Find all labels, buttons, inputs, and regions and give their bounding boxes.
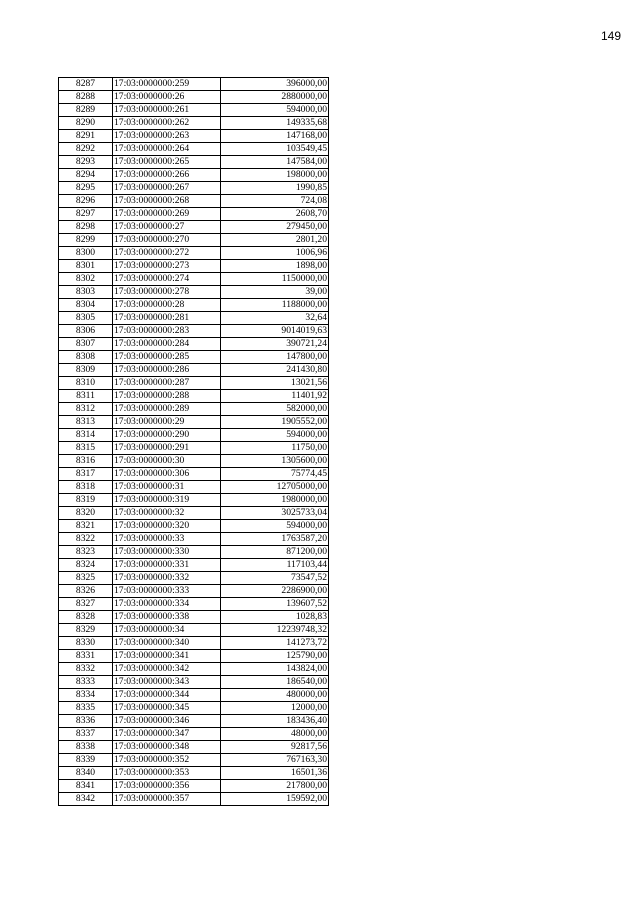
value-cell: 594000,00 (221, 429, 329, 442)
table-row (59, 377, 329, 390)
cadastral-number-cell: 17:03:0000000:341 (113, 650, 221, 663)
table-row (59, 338, 329, 351)
value-cell: 103549,45 (221, 143, 329, 156)
row-number-cell: 8340 (59, 767, 113, 780)
row-number-cell: 8303 (59, 286, 113, 299)
row-number-cell: 8290 (59, 117, 113, 130)
table-row (59, 507, 329, 520)
table-row (59, 598, 329, 611)
table-row (59, 728, 329, 741)
cadastral-number-cell: 17:03:0000000:281 (113, 312, 221, 325)
value-cell: 183436,40 (221, 715, 329, 728)
value-cell: 1305600,00 (221, 455, 329, 468)
cadastral-number-cell: 17:03:0000000:267 (113, 182, 221, 195)
row-number-cell: 8311 (59, 390, 113, 403)
row-number-cell: 8295 (59, 182, 113, 195)
row-number-cell: 8289 (59, 104, 113, 117)
cadastral-number-cell: 17:03:0000000:284 (113, 338, 221, 351)
table-row (59, 793, 329, 806)
row-number-cell: 8325 (59, 572, 113, 585)
value-cell: 724,08 (221, 195, 329, 208)
row-number-cell: 8330 (59, 637, 113, 650)
row-number-cell: 8314 (59, 429, 113, 442)
value-cell: 3025733,04 (221, 507, 329, 520)
value-cell: 16501,36 (221, 767, 329, 780)
value-cell: 1898,00 (221, 260, 329, 273)
cadastral-number-cell: 17:03:0000000:353 (113, 767, 221, 780)
table-row (59, 637, 329, 650)
cadastral-number-cell: 17:03:0000000:357 (113, 793, 221, 806)
row-number-cell: 8322 (59, 533, 113, 546)
value-cell: 139607,52 (221, 598, 329, 611)
cadastral-number-cell: 17:03:0000000:348 (113, 741, 221, 754)
value-cell: 1990,85 (221, 182, 329, 195)
row-number-cell: 8335 (59, 702, 113, 715)
row-number-cell: 8323 (59, 546, 113, 559)
row-number-cell: 8291 (59, 130, 113, 143)
value-cell: 11401,92 (221, 390, 329, 403)
row-number-cell: 8306 (59, 325, 113, 338)
table-row (59, 741, 329, 754)
value-cell: 871200,00 (221, 546, 329, 559)
cadastral-number-cell: 17:03:0000000:259 (113, 78, 221, 91)
row-number-cell: 8300 (59, 247, 113, 260)
row-number-cell: 8317 (59, 468, 113, 481)
cadastral-number-cell: 17:03:0000000:32 (113, 507, 221, 520)
row-number-cell: 8337 (59, 728, 113, 741)
row-number-cell: 8312 (59, 403, 113, 416)
cadastral-number-cell: 17:03:0000000:27 (113, 221, 221, 234)
value-cell: 1763587,20 (221, 533, 329, 546)
table-row (59, 182, 329, 195)
row-number-cell: 8310 (59, 377, 113, 390)
value-cell: 390721,24 (221, 338, 329, 351)
cadastral-number-cell: 17:03:0000000:266 (113, 169, 221, 182)
table-row (59, 455, 329, 468)
row-number-cell: 8315 (59, 442, 113, 455)
value-cell: 767163,30 (221, 754, 329, 767)
table-row (59, 442, 329, 455)
row-number-cell: 8336 (59, 715, 113, 728)
cadastral-number-cell: 17:03:0000000:346 (113, 715, 221, 728)
table-row (59, 221, 329, 234)
table-row (59, 78, 329, 91)
table-row (59, 234, 329, 247)
row-number-cell: 8308 (59, 351, 113, 364)
cadastral-number-cell: 17:03:0000000:340 (113, 637, 221, 650)
row-number-cell: 8316 (59, 455, 113, 468)
value-cell: 48000,00 (221, 728, 329, 741)
cadastral-number-cell: 17:03:0000000:356 (113, 780, 221, 793)
row-number-cell: 8329 (59, 624, 113, 637)
table-row (59, 130, 329, 143)
table-row (59, 533, 329, 546)
row-number-cell: 8338 (59, 741, 113, 754)
row-number-cell: 8302 (59, 273, 113, 286)
table-row (59, 91, 329, 104)
table-row (59, 286, 329, 299)
cadastral-number-cell: 17:03:0000000:274 (113, 273, 221, 286)
table-row (59, 624, 329, 637)
value-cell: 241430,80 (221, 364, 329, 377)
row-number-cell: 8299 (59, 234, 113, 247)
value-cell: 75774,45 (221, 468, 329, 481)
table-row (59, 481, 329, 494)
cadastral-number-cell: 17:03:0000000:273 (113, 260, 221, 273)
cadastral-number-cell: 17:03:0000000:270 (113, 234, 221, 247)
value-cell: 143824,00 (221, 663, 329, 676)
value-cell: 39,00 (221, 286, 329, 299)
cadastral-number-cell: 17:03:0000000:332 (113, 572, 221, 585)
table-row (59, 611, 329, 624)
row-number-cell: 8296 (59, 195, 113, 208)
value-cell: 73547,52 (221, 572, 329, 585)
table-row (59, 390, 329, 403)
table-row (59, 663, 329, 676)
cadastral-number-cell: 17:03:0000000:29 (113, 416, 221, 429)
table-row (59, 364, 329, 377)
cadastral-number-cell: 17:03:0000000:338 (113, 611, 221, 624)
cadastral-number-cell: 17:03:0000000:320 (113, 520, 221, 533)
row-number-cell: 8287 (59, 78, 113, 91)
value-cell: 279450,00 (221, 221, 329, 234)
value-cell: 480000,00 (221, 689, 329, 702)
table-row (59, 351, 329, 364)
cadastral-number-cell: 17:03:0000000:34 (113, 624, 221, 637)
cadastral-number-cell: 17:03:0000000:306 (113, 468, 221, 481)
row-number-cell: 8320 (59, 507, 113, 520)
row-number-cell: 8292 (59, 143, 113, 156)
table-row (59, 169, 329, 182)
row-number-cell: 8324 (59, 559, 113, 572)
cadastral-value-table (58, 77, 329, 806)
value-cell: 1028,83 (221, 611, 329, 624)
table-row (59, 195, 329, 208)
cadastral-number-cell: 17:03:0000000:343 (113, 676, 221, 689)
cadastral-number-cell: 17:03:0000000:286 (113, 364, 221, 377)
cadastral-number-cell: 17:03:0000000:319 (113, 494, 221, 507)
value-cell: 186540,00 (221, 676, 329, 689)
value-cell: 582000,00 (221, 403, 329, 416)
table-row (59, 585, 329, 598)
cadastral-number-cell: 17:03:0000000:288 (113, 390, 221, 403)
row-number-cell: 8298 (59, 221, 113, 234)
cadastral-number-cell: 17:03:0000000:283 (113, 325, 221, 338)
table-row (59, 325, 329, 338)
value-cell: 32,64 (221, 312, 329, 325)
table-row (59, 247, 329, 260)
table-row (59, 312, 329, 325)
row-number-cell: 8342 (59, 793, 113, 806)
value-cell: 141273,72 (221, 637, 329, 650)
cadastral-number-cell: 17:03:0000000:334 (113, 598, 221, 611)
value-cell: 594000,00 (221, 104, 329, 117)
cadastral-number-cell: 17:03:0000000:344 (113, 689, 221, 702)
value-cell: 2286900,00 (221, 585, 329, 598)
row-number-cell: 8297 (59, 208, 113, 221)
table-row (59, 689, 329, 702)
table-row (59, 117, 329, 130)
table-row (59, 429, 329, 442)
page-number: 149 (600, 29, 621, 43)
row-number-cell: 8328 (59, 611, 113, 624)
cadastral-number-cell: 17:03:0000000:269 (113, 208, 221, 221)
value-cell: 125790,00 (221, 650, 329, 663)
table-row (59, 299, 329, 312)
row-number-cell: 8339 (59, 754, 113, 767)
row-number-cell: 8293 (59, 156, 113, 169)
value-cell: 2608,70 (221, 208, 329, 221)
table-body (59, 78, 329, 806)
table-row (59, 559, 329, 572)
value-cell: 2880000,00 (221, 91, 329, 104)
cadastral-number-cell: 17:03:0000000:31 (113, 481, 221, 494)
value-cell: 2801,20 (221, 234, 329, 247)
value-cell: 92817,56 (221, 741, 329, 754)
value-cell: 594000,00 (221, 520, 329, 533)
value-cell: 217800,00 (221, 780, 329, 793)
value-cell: 1905552,00 (221, 416, 329, 429)
row-number-cell: 8294 (59, 169, 113, 182)
table-row (59, 104, 329, 117)
cadastral-number-cell: 17:03:0000000:28 (113, 299, 221, 312)
value-cell: 1006,96 (221, 247, 329, 260)
table-row (59, 260, 329, 273)
cadastral-number-cell: 17:03:0000000:262 (113, 117, 221, 130)
table-row (59, 780, 329, 793)
table-row (59, 702, 329, 715)
cadastral-number-cell: 17:03:0000000:345 (113, 702, 221, 715)
table-row (59, 208, 329, 221)
row-number-cell: 8331 (59, 650, 113, 663)
row-number-cell: 8307 (59, 338, 113, 351)
table-row (59, 546, 329, 559)
table-row (59, 572, 329, 585)
value-cell: 149335,68 (221, 117, 329, 130)
value-cell: 12239748,32 (221, 624, 329, 637)
row-number-cell: 8313 (59, 416, 113, 429)
row-number-cell: 8304 (59, 299, 113, 312)
row-number-cell: 8305 (59, 312, 113, 325)
table-row (59, 767, 329, 780)
cadastral-number-cell: 17:03:0000000:342 (113, 663, 221, 676)
row-number-cell: 8319 (59, 494, 113, 507)
row-number-cell: 8327 (59, 598, 113, 611)
cadastral-number-cell: 17:03:0000000:26 (113, 91, 221, 104)
row-number-cell: 8341 (59, 780, 113, 793)
cadastral-number-cell: 17:03:0000000:289 (113, 403, 221, 416)
value-cell: 13021,56 (221, 377, 329, 390)
value-cell: 396000,00 (221, 78, 329, 91)
row-number-cell: 8333 (59, 676, 113, 689)
table-row (59, 715, 329, 728)
cadastral-number-cell: 17:03:0000000:347 (113, 728, 221, 741)
table-row (59, 754, 329, 767)
table-row (59, 468, 329, 481)
cadastral-number-cell: 17:03:0000000:264 (113, 143, 221, 156)
cadastral-number-cell: 17:03:0000000:331 (113, 559, 221, 572)
row-number-cell: 8332 (59, 663, 113, 676)
cadastral-number-cell: 17:03:0000000:265 (113, 156, 221, 169)
cadastral-number-cell: 17:03:0000000:330 (113, 546, 221, 559)
row-number-cell: 8334 (59, 689, 113, 702)
value-cell: 1150000,00 (221, 273, 329, 286)
value-cell: 12000,00 (221, 702, 329, 715)
cadastral-number-cell: 17:03:0000000:261 (113, 104, 221, 117)
row-number-cell: 8318 (59, 481, 113, 494)
table-row (59, 403, 329, 416)
table-row (59, 273, 329, 286)
value-cell: 159592,00 (221, 793, 329, 806)
table-row (59, 143, 329, 156)
cadastral-number-cell: 17:03:0000000:33 (113, 533, 221, 546)
value-cell: 9014019,63 (221, 325, 329, 338)
row-number-cell: 8288 (59, 91, 113, 104)
cadastral-number-cell: 17:03:0000000:268 (113, 195, 221, 208)
cadastral-number-cell: 17:03:0000000:285 (113, 351, 221, 364)
value-cell: 11750,00 (221, 442, 329, 455)
table-row (59, 494, 329, 507)
table-row (59, 416, 329, 429)
value-cell: 1188000,00 (221, 299, 329, 312)
cadastral-number-cell: 17:03:0000000:287 (113, 377, 221, 390)
table-row (59, 650, 329, 663)
value-cell: 198000,00 (221, 169, 329, 182)
cadastral-number-cell: 17:03:0000000:291 (113, 442, 221, 455)
value-cell: 1980000,00 (221, 494, 329, 507)
row-number-cell: 8301 (59, 260, 113, 273)
value-cell: 147584,00 (221, 156, 329, 169)
table-row (59, 676, 329, 689)
value-cell: 117103,44 (221, 559, 329, 572)
cadastral-number-cell: 17:03:0000000:290 (113, 429, 221, 442)
cadastral-number-cell: 17:03:0000000:278 (113, 286, 221, 299)
table-row (59, 520, 329, 533)
cadastral-number-cell: 17:03:0000000:333 (113, 585, 221, 598)
row-number-cell: 8321 (59, 520, 113, 533)
row-number-cell: 8309 (59, 364, 113, 377)
cadastral-number-cell: 17:03:0000000:352 (113, 754, 221, 767)
row-number-cell: 8326 (59, 585, 113, 598)
value-cell: 12705000,00 (221, 481, 329, 494)
cadastral-number-cell: 17:03:0000000:272 (113, 247, 221, 260)
cadastral-number-cell: 17:03:0000000:263 (113, 130, 221, 143)
cadastral-number-cell: 17:03:0000000:30 (113, 455, 221, 468)
value-cell: 147800,00 (221, 351, 329, 364)
table-row (59, 156, 329, 169)
value-cell: 147168,00 (221, 130, 329, 143)
